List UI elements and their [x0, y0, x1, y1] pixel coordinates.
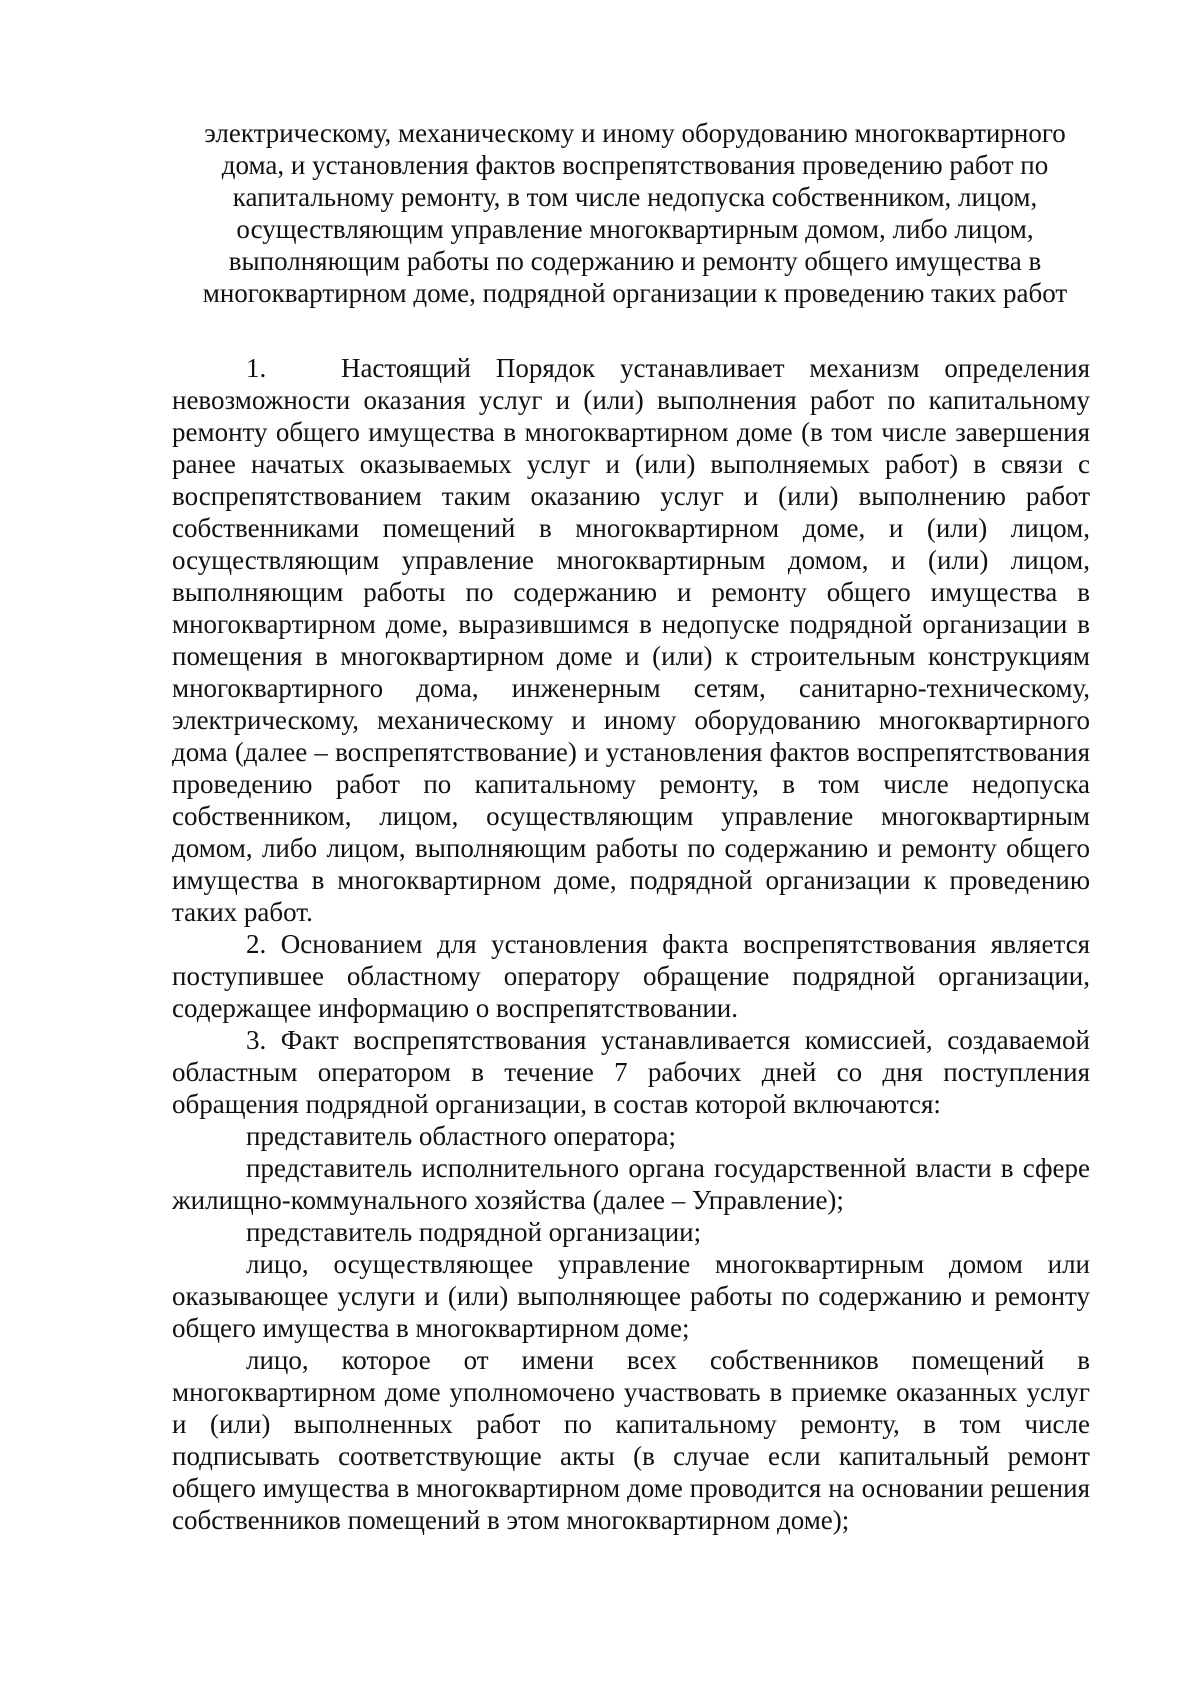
heading-line: многоквартирном доме, подрядной организации к проведению таких работ: [202, 278, 1068, 308]
heading-line: выполняющим работы по содержанию и ремонту общего имущества в: [228, 246, 1042, 276]
paragraph-3: 3. Факт воспрепятствования устанавливается комиссией, создаваемой областным оператором в течение 7 рабочих дней со дня поступления обращения подрядной организации, в состав которой включаются:: [172, 1025, 1090, 1119]
heading-line: капитальному ремонту, в том числе недопуска собственником, лицом,: [232, 182, 1038, 212]
document-body: [172, 352, 1090, 1536]
paragraph-2: 2. Основанием для установления факта воспрепятствования является поступившее областному оператору обращение подрядной организации, содержащее информацию о воспрепятствовании.: [172, 929, 1090, 1023]
list-item-managing-person: лицо, осуществляющее управление многоквартирным домом или оказывающее услуги и (или) выполняющее работы по содержанию и ремонту общего имущества в многоквартирном доме;: [172, 1249, 1090, 1343]
heading-line: дома, и установления фактов воспрепятствования проведению работ по: [221, 150, 1049, 180]
heading-line: осуществляющим управление многоквартирным домом, либо лицом,: [236, 214, 1034, 244]
list-item-operator-representative: представитель областного оператора;: [246, 1121, 676, 1151]
document-heading: [180, 117, 1090, 309]
list-item-owners-representative: лицо, которое от имени всех собственников помещений в многоквартирном доме уполномочено участвовать в приемке оказанных услуг и (или) выполненных работ по капитальному ремонту, в том числе подписывать соответствующие акты (в случае если капитальный ремонт общего имущества в многоквартирном доме проводится на основании решения собственников помещений в этом многоквартирном доме);: [172, 1345, 1090, 1535]
list-item-authority-representative: представитель исполнительного органа государственной власти в сфере жилищно-коммунального хозяйства (далее – Управление);: [172, 1153, 1090, 1215]
paragraph-1: 1. Настоящий Порядок устанавливает механизм определения невозможности оказания услуг и (или) выполнения работ по капитальному ремонту общего имущества в многоквартирном доме (в том числе завершения ранее начатых оказываемых услуг и (или) выполняемых работ) в связи с воспрепятствованием таким оказанию услуг и (или) выполнению работ собственниками помещений в многоквартирном доме, и (или) лицом, осуществляющим управление многоквартирным домом, и (или) лицом, выполняющим работы по содержанию и ремонту общего имущества в многоквартирном доме, выразившимся в недопуске подрядной организации в помещения в многоквартирном доме и (или) к строительным конструкциям многоквартирного дома, инженерным сетям, санитарно-техническому, электрическому, механическому и иному оборудованию многоквартирного дома (далее – воспрепятствование) и установления фактов воспрепятствования проведению работ по капитальному ремонту, в том числе недопуска собственником, лицом, осуществляющим управление многоквартирным домом, либо лицом, выполняющим работы по содержанию и ремонту общего имущества в многоквартирном доме, подрядной организации к проведению таких работ.: [172, 353, 1090, 927]
heading-line: электрическому, механическому и иному оборудованию многоквартирного: [204, 118, 1066, 148]
list-item-contractor-representative: представитель подрядной организации;: [246, 1217, 702, 1247]
